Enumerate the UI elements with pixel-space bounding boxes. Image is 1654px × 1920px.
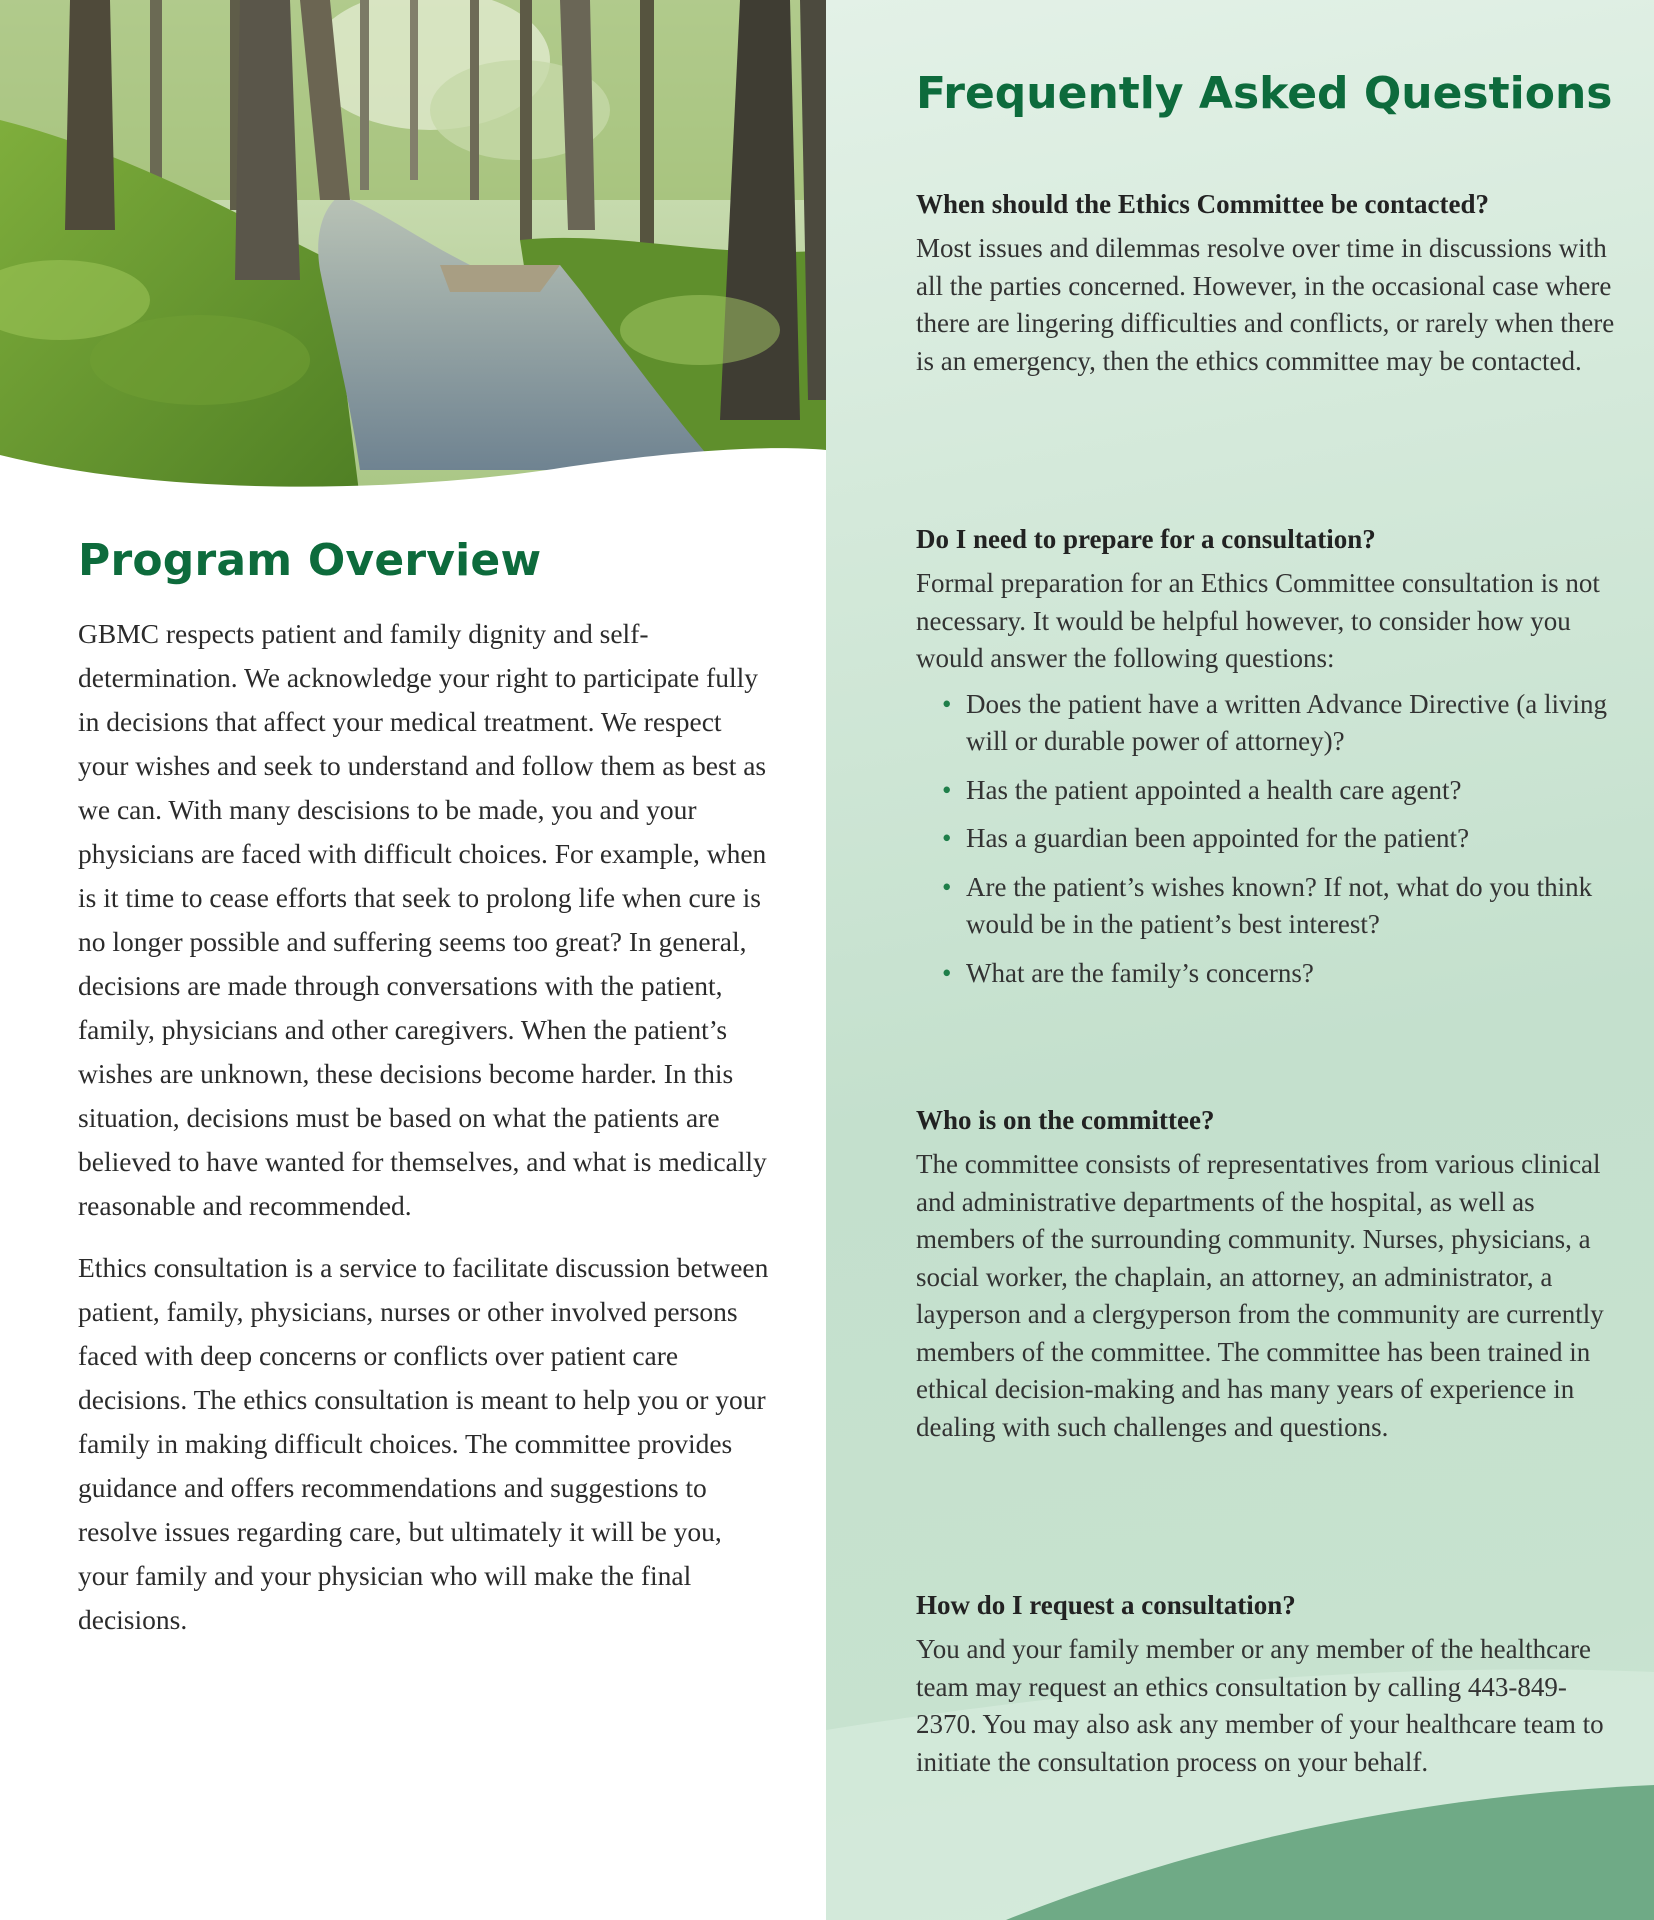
bullet-icon: •: [942, 688, 952, 719]
program-overview-body: [78, 612, 778, 1642]
list-item: [942, 686, 1616, 761]
overview-paragraph: GBMC respects patient and family dignity and self-determination. We acknowledge your right to participate fully in decisions that affect your medical treatment. We respect your wishes and seek to understand and follow them as best as we can. With many descisions to be made, you and your physicians are faced with difficult choices. For example, when is it time to cease efforts that seek to prolong life when cure is no longer possible and suffering seems too great? In general, decisions are made through conversations with the patient, family, physicians and other caregivers. When the patient’s wishes are unknown, these decisions become harder. In this situation, decisions must be based on what the patients are believed to have wanted for themselves, and what is medically reasonable and recommended.: [78, 618, 767, 1221]
preparation-question-list: [916, 686, 1616, 993]
list-item-text: What are the family’s concerns?: [966, 957, 1314, 988]
faq-question: How do I request a consultation?: [916, 1590, 1296, 1620]
list-item-text: Has the patient appointed a health care agent?: [966, 774, 1462, 805]
faq-answer: The committee consists of representatives from various clinical and administrative departments of the hospital, as well as members of the surrounding community. Nurses, physicians, a social worker, the chaplain, an attorney, an administrator, a layperson and a clergyperson from the community are currently members of the committee. The committee has been trained in ethical decision-making and has many years of experience in dealing with such challenges and questions.: [916, 1149, 1604, 1442]
forest-path-illustration: [0, 0, 826, 500]
faq-item-request-consultation: [916, 1585, 1616, 1781]
bullet-icon: •: [942, 774, 952, 805]
faq-item-when-to-contact: [916, 184, 1616, 380]
forest-path-photo: [0, 0, 826, 500]
faq-answer: You and your family member or any member of the healthcare team may request an ethics consultation by calling 443-849-2370. You may also ask any member of your healthcare team to initiate the consultation process on your behalf.: [916, 1634, 1604, 1777]
list-item: [942, 955, 1616, 993]
faq-question: When should the Ethics Committee be contacted?: [916, 189, 1489, 219]
bullet-icon: •: [942, 957, 952, 988]
faq-item-committee-members: [916, 1100, 1616, 1446]
faq-item-prepare: [916, 519, 1616, 1003]
list-item-text: Has a guardian been appointed for the patient?: [966, 823, 1470, 853]
faq-answer: Formal preparation for an Ethics Committee consultation is not necessary. It would be helpful however, to consider how you would answer the following questions:: [916, 568, 1600, 673]
faq-answer: Most issues and dilemmas resolve over time in discussions with all the parties concerned. However, in the occasional case where there are lingering difficulties and conflicts, or rarely when there is an emergency, then the ethics committee may be contacted.: [916, 233, 1615, 376]
faq-question: Do I need to prepare for a consultation?: [916, 524, 1376, 554]
program-overview-title: Program Overview: [78, 535, 542, 586]
faq-question: Who is on the committee?: [916, 1105, 1215, 1135]
bullet-icon: •: [942, 871, 952, 902]
list-item-text: Are the patient’s wishes known? If not, what do you think would be in the patient’s best interest?: [966, 871, 1593, 939]
left-panel: [0, 0, 826, 1920]
faq-title: Frequently Asked Questions: [916, 68, 1613, 119]
list-item: [942, 820, 1616, 858]
bullet-icon: •: [942, 823, 952, 853]
list-item-text: Does the patient have a written Advance Directive (a living will or durable power of attorney)?: [966, 688, 1608, 756]
list-item: [942, 869, 1616, 944]
overview-paragraph: Ethics consultation is a service to facilitate discussion between patient, family, physicians, nurses or other involved persons faced with deep concerns or conflicts over patient care decisions. The ethics consultation is meant to help you or your family in making difficult choices. The committee provides guidance and offers recommendations and suggestions to resolve issues regarding care, but ultimately it will be you, your family and your physician who will make the final decisions.: [78, 1252, 769, 1635]
list-item: [942, 772, 1616, 810]
faq-panel: [826, 0, 1654, 1920]
